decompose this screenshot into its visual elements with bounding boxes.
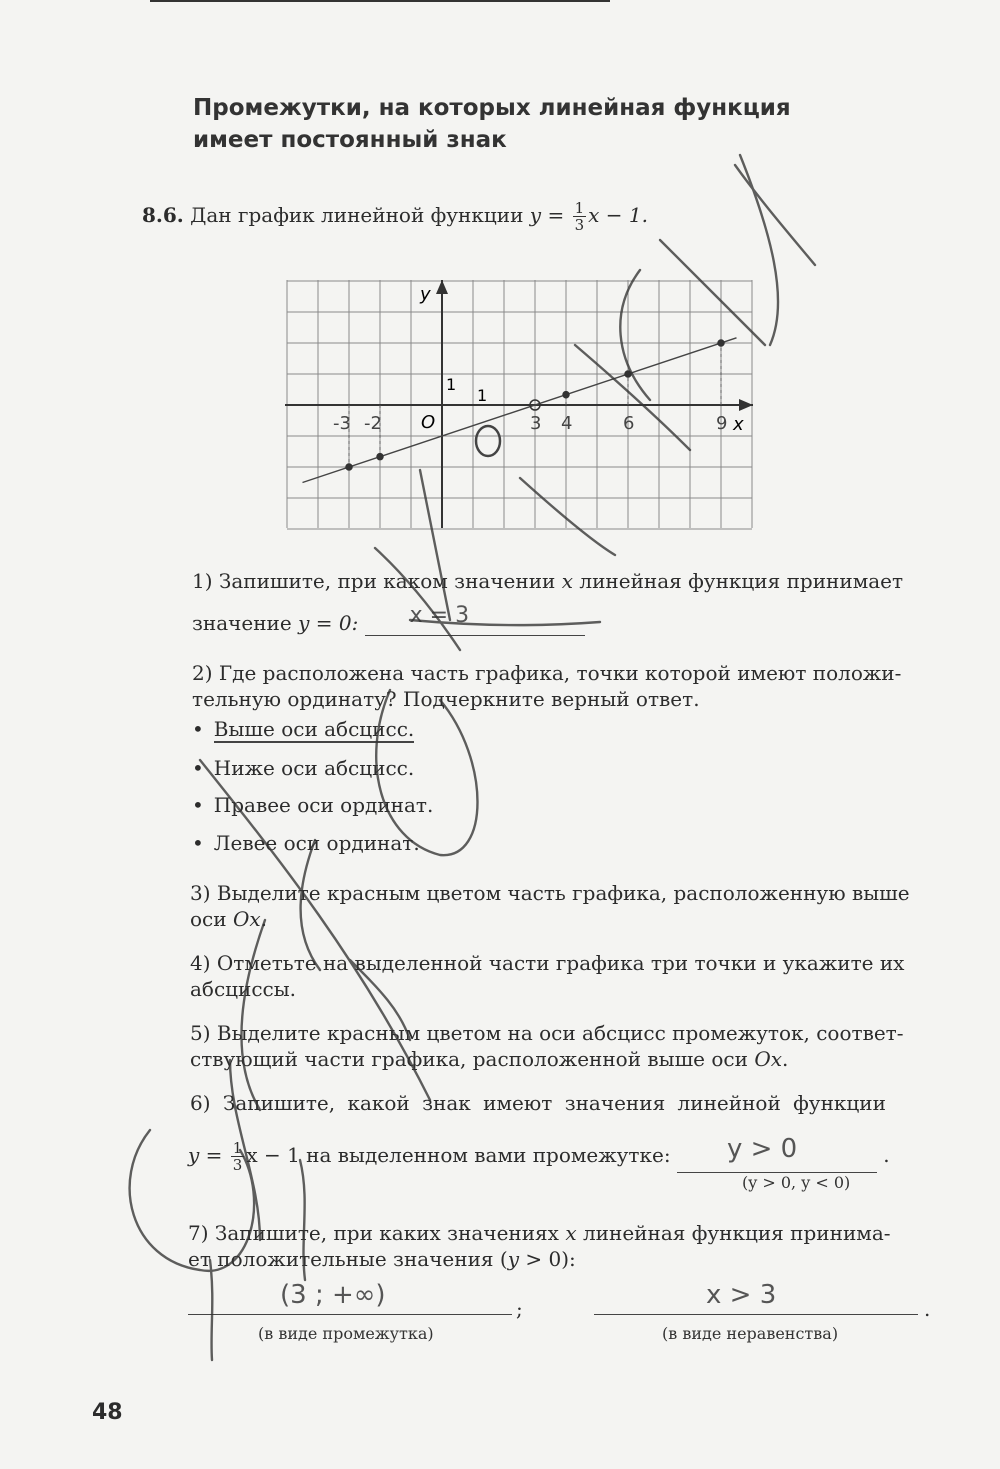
scribble-stroke <box>241 920 265 1110</box>
question-6-line-2: y = $\frac{1}{3}$ x − 1 на выделенном вами промежутке: y > 0 . <box>188 1134 890 1174</box>
q7-var-x: x <box>565 1221 577 1245</box>
tick-label: 3 <box>530 413 542 434</box>
function-line <box>303 338 737 483</box>
function-graph <box>285 278 755 530</box>
tick-label: 4 <box>561 413 573 434</box>
title-line-2: имеет постоянный знак <box>193 127 507 153</box>
title-line-1: Промежутки, на которых линейная функция <box>193 95 791 121</box>
q7-text-d: > 0): <box>519 1247 576 1271</box>
x-axis-arrow <box>739 399 753 411</box>
q3-text-a: оси <box>190 907 227 931</box>
question-1-line-1 <box>192 568 903 594</box>
func-y: y <box>529 203 542 227</box>
graph-point <box>377 454 383 460</box>
option-3-label: Правее оси ординат. <box>213 793 434 817</box>
func-den: 3 <box>574 216 585 234</box>
y-axis-label: y <box>420 284 431 305</box>
q3-axis: Ox <box>232 907 261 931</box>
question-4-line-1: 4) Отметьте на выделенной части графика три точки и укажите их <box>190 951 905 975</box>
q6-y: y <box>188 1143 200 1167</box>
q6-text: x − 1 на выделенном вами промежутке: <box>246 1143 671 1167</box>
question-5-line-1: 5) Выделите красным цветом на оси абсцисс промежуток, соответ- <box>190 1021 904 1045</box>
q7-handwritten-interval: (3 ; +∞) <box>280 1280 386 1310</box>
q1-var-x: x <box>561 569 574 593</box>
option-3[interactable] <box>192 792 433 818</box>
task-header <box>142 200 648 233</box>
question-1-line-2 <box>192 603 585 636</box>
handwritten-tick-labels <box>333 413 727 434</box>
q1-y-zero: y = 0: <box>298 611 359 635</box>
q6-hint: (y > 0, y < 0) <box>742 1173 851 1192</box>
q6-answer-blank[interactable] <box>677 1134 877 1173</box>
option-4-label: Левее оси ординат. <box>213 831 420 855</box>
q3-dot: . <box>260 907 267 931</box>
graph-point <box>346 464 352 470</box>
question-5-line-2 <box>190 1046 788 1072</box>
func-fraction <box>573 200 587 233</box>
question-2-line-2: тельную ординату? Подчеркните верный ответ. <box>192 687 700 711</box>
q7-inequality-blank[interactable] <box>594 1282 918 1315</box>
q7-text-b: линейная функция принима- <box>582 1221 891 1245</box>
section-title <box>193 92 893 156</box>
q1-text-c: значение <box>192 611 292 635</box>
q1-handwritten-answer: x = 3 <box>409 603 470 628</box>
q5-text-a: ствующий части графика, расположенной выше оси <box>190 1047 748 1071</box>
q7-text-c: ет положительные значения ( <box>188 1247 508 1271</box>
question-3-line-1: 3) Выделите красным цветом часть графика, расположенную выше <box>190 881 910 905</box>
q1-answer-blank[interactable] <box>365 603 585 636</box>
question-6-line-1: 6) Запишите, какой знак имеют значения линейной функции <box>190 1091 886 1115</box>
handwritten-zero <box>476 426 500 456</box>
q1-text-b: линейная функция принимает <box>579 569 904 593</box>
option-2-label: Ниже оси абсцисс. <box>213 756 415 780</box>
option-2[interactable] <box>192 755 414 781</box>
q5-dot: . <box>782 1047 789 1071</box>
scribble-stroke <box>735 165 815 265</box>
tick-label: 9 <box>716 413 728 434</box>
question-4-line-2: абсциссы. <box>190 977 297 1001</box>
q7-end-dot: . <box>924 1297 931 1321</box>
q7-caption-interval: (в виде промежутка) <box>258 1324 434 1343</box>
q6-fraction <box>231 1140 245 1173</box>
option-1-label: Выше оси абсцисс. <box>213 717 415 741</box>
task-number: 8.6. <box>142 203 184 227</box>
func-rest: x − 1. <box>588 203 648 227</box>
q7-interval-blank[interactable] <box>188 1282 512 1315</box>
graph-point <box>718 340 724 346</box>
q1-text-a: 1) Запишите, при каком значении <box>192 569 556 593</box>
q6-eq: = <box>205 1143 223 1167</box>
q7-var-y: y <box>507 1247 520 1271</box>
func-num: 1 <box>574 199 585 217</box>
unit-x-label: 1 <box>477 386 488 405</box>
tick-label: 6 <box>623 413 635 434</box>
top-rule <box>150 0 610 2</box>
tick-label: -2 <box>364 413 382 434</box>
option-1[interactable] <box>192 716 414 742</box>
question-2-line-1: 2) Где расположена часть графика, точки которой имеют положи- <box>192 661 902 685</box>
q6-handwritten-answer: y > 0 <box>726 1134 798 1164</box>
tick-label: -3 <box>333 413 351 434</box>
func-eq: = <box>547 203 565 227</box>
graph-point <box>563 392 569 398</box>
x-axis-label: x <box>733 414 744 435</box>
page-number: 48 <box>92 1400 123 1425</box>
task-intro: Дан график линейной функции <box>190 203 524 227</box>
graph-point <box>625 371 631 377</box>
option-4[interactable] <box>192 830 420 856</box>
q7-handwritten-inequality: x > 3 <box>706 1280 777 1310</box>
origin-label: O <box>421 412 436 433</box>
q5-axis: Ox <box>754 1047 782 1071</box>
unit-y-label: 1 <box>446 375 457 394</box>
q6-num: 1 <box>232 1139 243 1157</box>
question-3-line-2 <box>190 906 267 932</box>
question-7-line-1 <box>188 1220 891 1246</box>
q7-separator: ; <box>516 1297 523 1321</box>
q7-text-a: 7) Запишите, при каких значениях <box>188 1221 559 1245</box>
question-7-line-2 <box>188 1246 576 1272</box>
y-axis-arrow <box>436 280 448 294</box>
q7-caption-inequality: (в виде неравенства) <box>662 1324 839 1343</box>
q6-den: 3 <box>232 1156 243 1174</box>
